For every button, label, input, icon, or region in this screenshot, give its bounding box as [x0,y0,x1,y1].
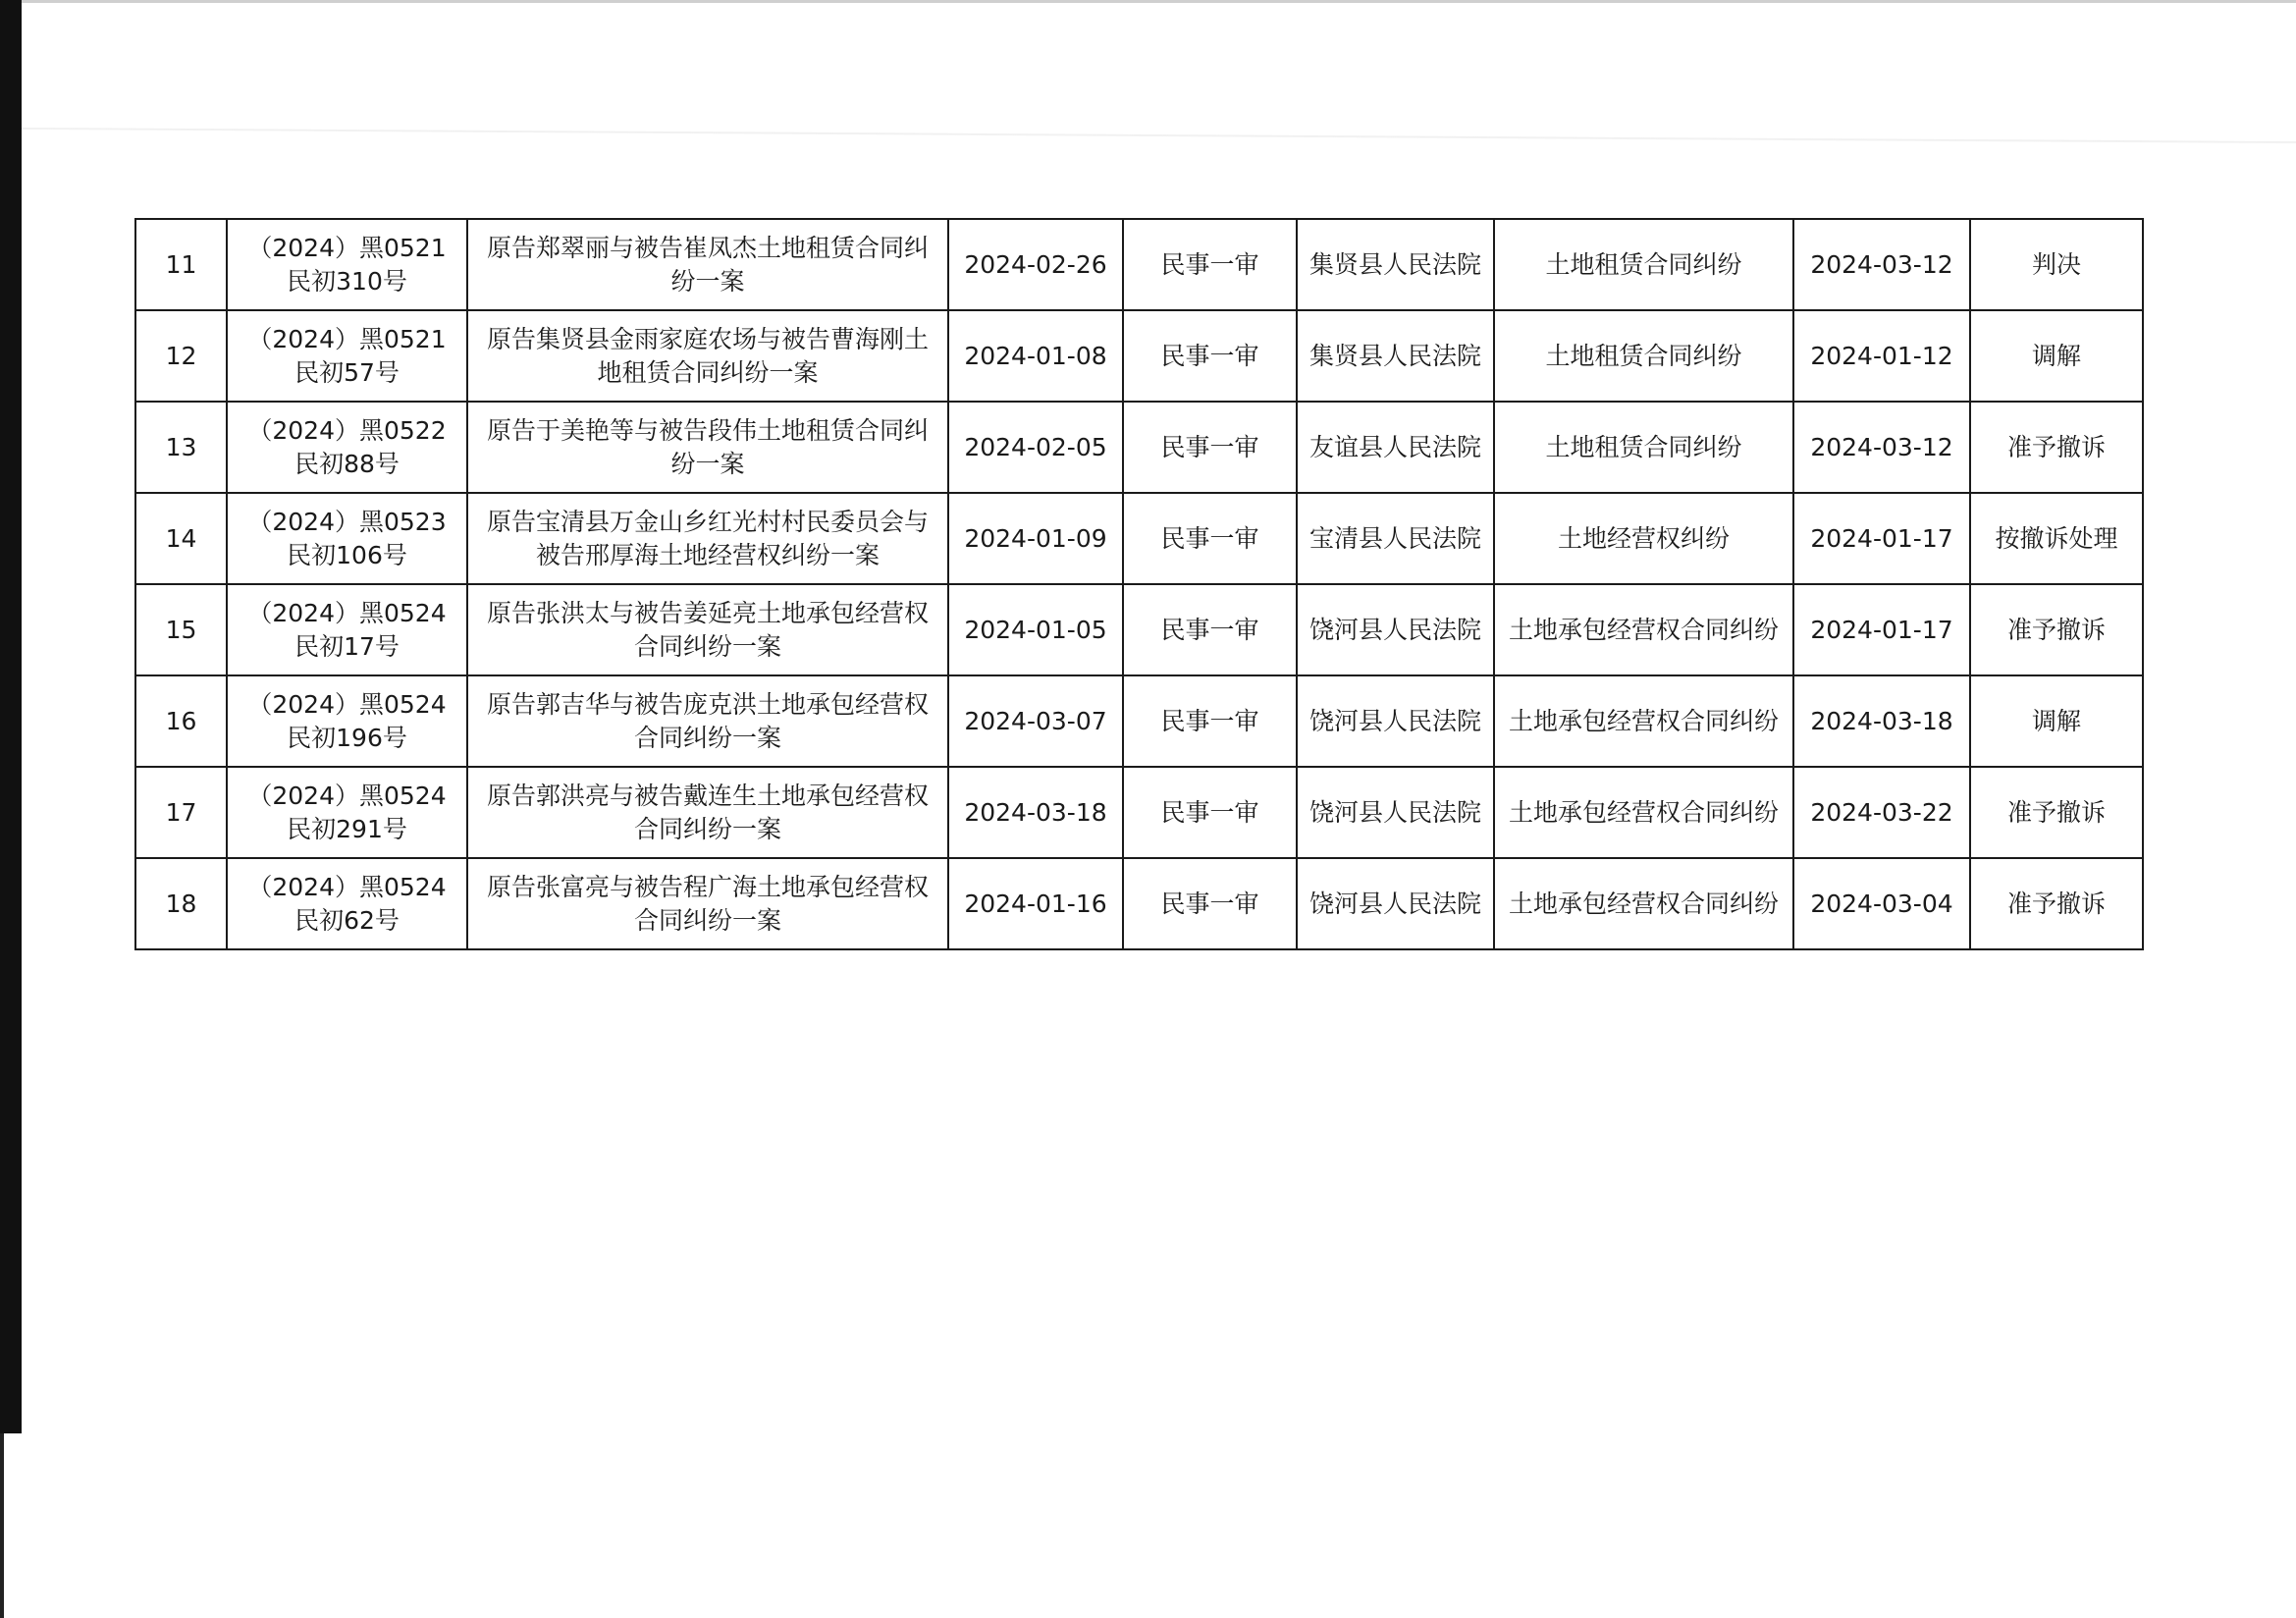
row-number-cell: 14 [135,493,227,584]
result-cell: 判决 [1970,219,2143,310]
filing-date-cell: 2024-01-09 [948,493,1123,584]
table-row [135,310,2143,402]
row-number-cell: 15 [135,584,227,675]
result-cell: 准予撤诉 [1970,402,2143,493]
filing-date-cell: 2024-03-18 [948,767,1123,858]
table-row [135,675,2143,767]
case-title-cell: 原告张洪太与被告姜延亮土地承包经营权合同纠纷一案 [467,584,948,675]
court-cell: 集贤县人民法院 [1297,219,1494,310]
case-number-cell: （2024）黑0524民初196号 [227,675,467,767]
court-cell: 友谊县人民法院 [1297,402,1494,493]
row-number-cell: 17 [135,767,227,858]
result-cell: 准予撤诉 [1970,767,2143,858]
result-cell: 调解 [1970,675,2143,767]
result-cell: 准予撤诉 [1970,858,2143,949]
case-title-cell: 原告郑翠丽与被告崔凤杰土地租赁合同纠纷一案 [467,219,948,310]
filing-date-cell: 2024-02-26 [948,219,1123,310]
filing-date-cell: 2024-01-08 [948,310,1123,402]
filing-date-cell: 2024-02-05 [948,402,1123,493]
case-title-cell: 原告宝清县万金山乡红光村村民委员会与被告邢厚海土地经营权纠纷一案 [467,493,948,584]
court-cell: 饶河县人民法院 [1297,858,1494,949]
filing-date-cell: 2024-01-05 [948,584,1123,675]
close-date-cell: 2024-03-12 [1793,402,1970,493]
cause-cell: 土地租赁合同纠纷 [1494,310,1793,402]
result-cell: 按撤诉处理 [1970,493,2143,584]
procedure-cell: 民事一审 [1123,219,1297,310]
case-table-body [135,219,2143,949]
row-number-cell: 13 [135,402,227,493]
cause-cell: 土地租赁合同纠纷 [1494,402,1793,493]
case-title-cell: 原告集贤县金雨家庭农场与被告曹海刚土地租赁合同纠纷一案 [467,310,948,402]
court-cell: 饶河县人民法院 [1297,675,1494,767]
procedure-cell: 民事一审 [1123,493,1297,584]
procedure-cell: 民事一审 [1123,402,1297,493]
cause-cell: 土地承包经营权合同纠纷 [1494,675,1793,767]
result-cell: 准予撤诉 [1970,584,2143,675]
close-date-cell: 2024-03-18 [1793,675,1970,767]
procedure-cell: 民事一审 [1123,858,1297,949]
court-cell: 集贤县人民法院 [1297,310,1494,402]
case-title-cell: 原告郭吉华与被告庞克洪土地承包经营权合同纠纷一案 [467,675,948,767]
table-row [135,402,2143,493]
case-number-cell: （2024）黑0521民初57号 [227,310,467,402]
case-number-cell: （2024）黑0524民初291号 [227,767,467,858]
scan-edge-left-bottom [0,1433,4,1618]
table-row [135,219,2143,310]
court-cell: 宝清县人民法院 [1297,493,1494,584]
case-title-cell: 原告郭洪亮与被告戴连生土地承包经营权合同纠纷一案 [467,767,948,858]
table-row [135,584,2143,675]
case-number-cell: （2024）黑0522民初88号 [227,402,467,493]
cause-cell: 土地租赁合同纠纷 [1494,219,1793,310]
scan-edge-top [0,0,2296,3]
table-row [135,858,2143,949]
close-date-cell: 2024-01-17 [1793,493,1970,584]
result-cell: 调解 [1970,310,2143,402]
close-date-cell: 2024-01-12 [1793,310,1970,402]
case-number-cell: （2024）黑0524民初17号 [227,584,467,675]
table-row [135,767,2143,858]
cause-cell: 土地经营权纠纷 [1494,493,1793,584]
row-number-cell: 16 [135,675,227,767]
case-number-cell: （2024）黑0523民初106号 [227,493,467,584]
case-title-cell: 原告张富亮与被告程广海土地承包经营权合同纠纷一案 [467,858,948,949]
row-number-cell: 12 [135,310,227,402]
cause-cell: 土地承包经营权合同纠纷 [1494,858,1793,949]
filing-date-cell: 2024-01-16 [948,858,1123,949]
procedure-cell: 民事一审 [1123,584,1297,675]
case-title-cell: 原告于美艳等与被告段伟土地租赁合同纠纷一案 [467,402,948,493]
row-number-cell: 11 [135,219,227,310]
close-date-cell: 2024-03-22 [1793,767,1970,858]
close-date-cell: 2024-03-04 [1793,858,1970,949]
procedure-cell: 民事一审 [1123,675,1297,767]
procedure-cell: 民事一审 [1123,310,1297,402]
case-number-cell: （2024）黑0524民初62号 [227,858,467,949]
court-cell: 饶河县人民法院 [1297,584,1494,675]
court-cell: 饶河县人民法院 [1297,767,1494,858]
filing-date-cell: 2024-03-07 [948,675,1123,767]
close-date-cell: 2024-01-17 [1793,584,1970,675]
procedure-cell: 民事一审 [1123,767,1297,858]
cause-cell: 土地承包经营权合同纠纷 [1494,584,1793,675]
cause-cell: 土地承包经营权合同纠纷 [1494,767,1793,858]
case-number-cell: （2024）黑0521民初310号 [227,219,467,310]
scan-edge-left [0,0,22,1433]
case-table [134,218,2144,950]
row-number-cell: 18 [135,858,227,949]
close-date-cell: 2024-03-12 [1793,219,1970,310]
scan-artifact-line [22,128,2296,143]
table-row [135,493,2143,584]
